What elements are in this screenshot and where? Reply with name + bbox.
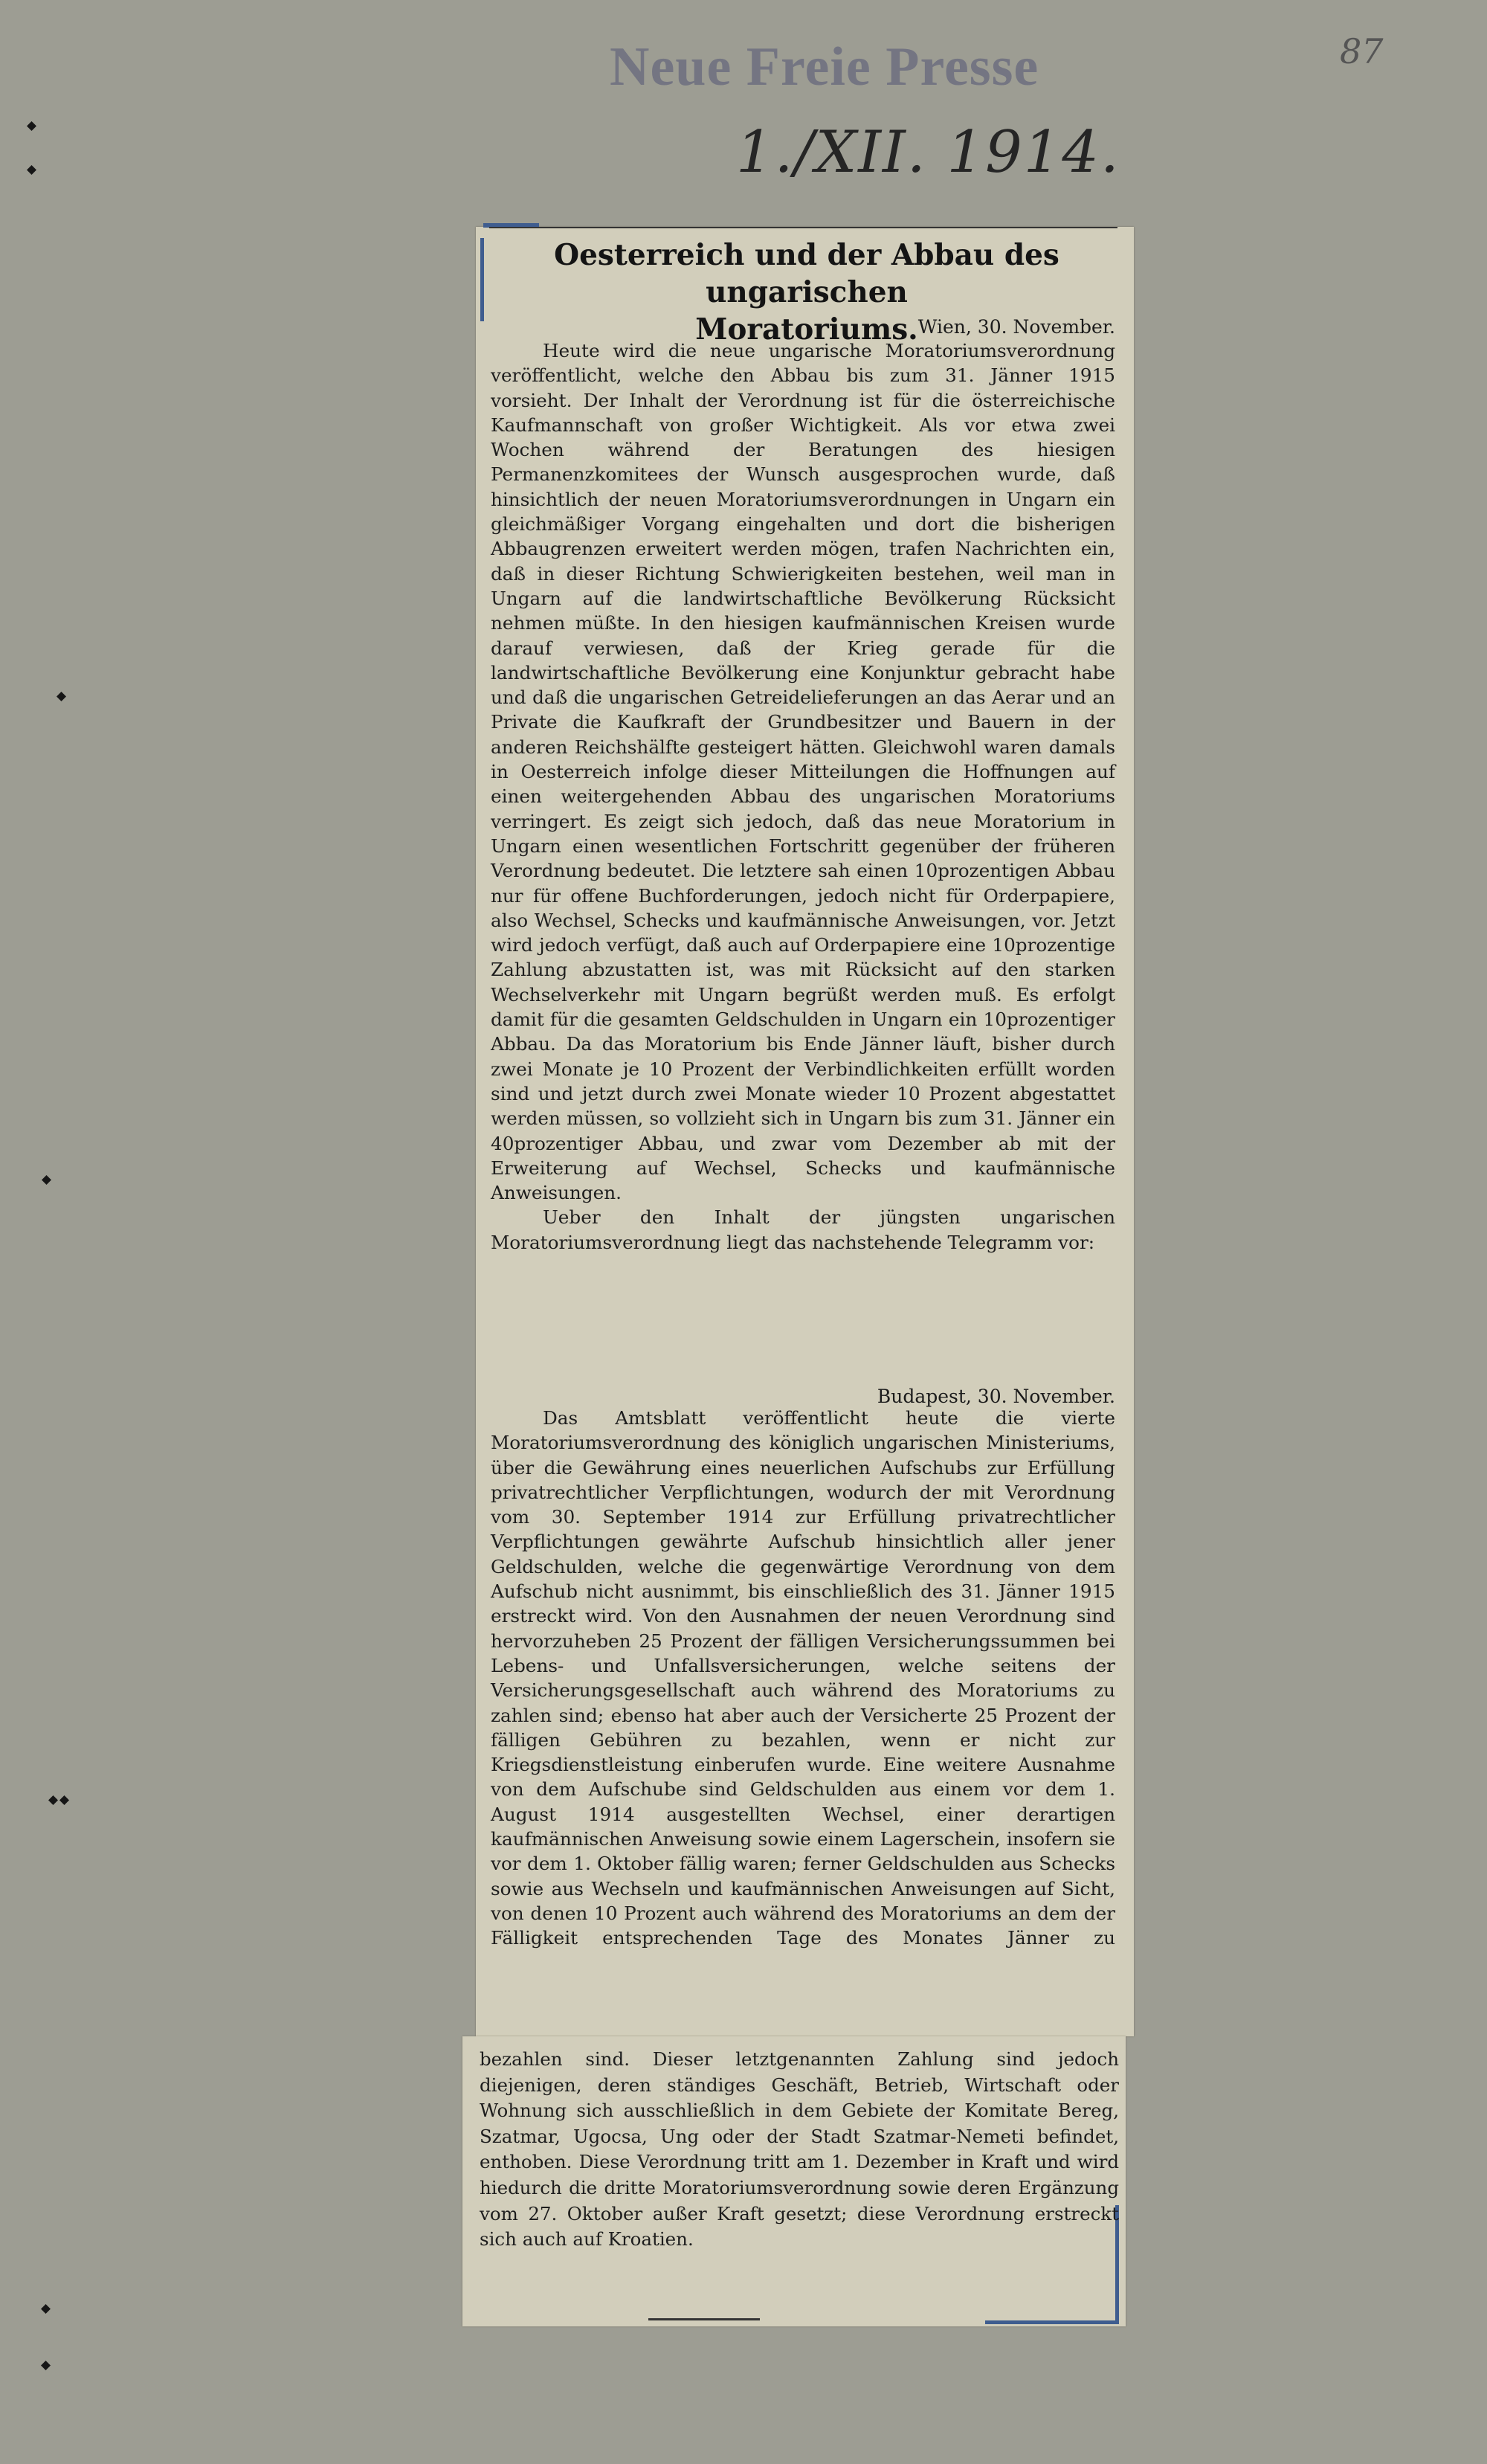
paragraph: bezahlen sind. Dieser letztgenannten Zahlung sind jedoch diejenigen, deren ständiges Geschäft, Betrieb, Wirtschaft oder Wohnung sich ausschließlich in dem Gebiete der Komitate Bereg, Szatmar, Ugocsa, Ung oder der Stadt Szatmar-Nemeti befindet, enthoben. Diese Verordnung tritt am 1. Dezember in Kraft und wird hiedurch die dritte Moratoriumsverordnung sowie deren Ergänzung vom 27. Oktober außer Kraft gesetzt; diese Verordnung erstreckt sich auch auf Kroatien. [480,2048,1119,2251]
punch-hole [41,2361,51,2370]
dateline-vienna: Wien, 30. November. [917,316,1115,338]
headline-line-1: Oesterreich und der Abbau des ungarischen [554,238,1059,309]
divider [489,227,1117,228]
divider [648,2318,760,2320]
punch-hole [48,1795,58,1805]
punch-hole [27,121,36,131]
pen-mark [480,238,484,321]
newspaper-stamp: Neue Freie Presse [610,36,1039,97]
page-number: 87 [1340,31,1384,71]
article-body-part-1 [491,338,1115,1255]
punch-hole [42,1175,51,1185]
punch-hole [59,1795,69,1805]
paragraph: Das Amtsblatt veröffentlicht heute die vierte Moratoriumsverordnung des königlich ungarischen Ministeriums, über die Gewährung eines neuerlichen Aufschubs zur Erfüllung privatrechtlicher Verpflichtungen, wodurch der mit Verordnung vom 30. September 1914 zur Erfüllung privatrechtlicher Verpflichtungen gewährte Aufschub hinsichtlich aller jener Geldschulden, welche die gegenwärtige Verordnung von dem Aufschub nicht ausnimmt, bis einschließlich des 31. Jänner 1915 erstreckt wird. Von den Ausnahmen der neuen Verordnung sind hervorzuheben 25 Prozent der fälligen Versicherungssummen bei Lebens- und Unfallsversicherungen, welche seitens der Versicherungsgesellschaft auch während des Moratoriums zu zahlen sind; ebenso hat aber auch der Versicherte 25 Prozent der fälligen Gebühren zu bezahlen, wenn er nicht zur Kriegsdienstleistung einberufen wurde. Eine weitere Ausnahme von dem Aufschube sind Geldschulden aus einem vor dem 1. August 1914 ausgestellten Wechsel, einer derartigen kaufmännischen Anweisung sowie einem Lagerschein, insofern sie vor dem 1. Oktober fällig waren; ferner Geldschulden aus Schecks sowie aus Wechseln und kaufmännischen Anweisungen auf Sicht, von denen 10 Prozent auch während des Moratoriums an dem der Fälligkeit entsprechenden Tage des Monates Jänner zu [491,1407,1115,1949]
dateline-budapest: Budapest, 30. November. [877,1386,1115,1407]
article-body-part-2 [491,1406,1115,1951]
paragraph: Ueber den Inhalt der jüngsten ungarischen Moratoriumsverordnung liegt das nachstehende Telegramm vor: [491,1206,1115,1253]
handwritten-date: 1./XII. 1914. [736,119,1120,186]
punch-hole [27,165,36,175]
headline-line-2: Moratoriums. [695,312,918,347]
paragraph: Heute wird die neue ungarische Moratoriumsverordnung veröffentlicht, welche den Abbau bis zum 31. Jänner 1915 vorsieht. Der Inhalt der Verordnung ist für die österreichische Kaufmannschaft von großer Wichtigkeit. Als vor etwa zwei Wochen während der Beratungen des hiesigen Permanenzkomitees der Wunsch ausgesprochen wurde, daß hinsichtlich der neuen Moratoriumsverordnungen in Ungarn ein gleichmäßiger Vorgang eingehalten und dort die bisherigen Abbaugrenzen erweitert werden mögen, trafen Nachrichten ein, daß in dieser Richtung Schwierigkeiten bestehen, weil man in Ungarn auf die landwirtschaftliche Bevölkerung Rücksicht nehmen müßte. In den hiesigen kaufmännischen Kreisen wurde darauf verwiesen, daß der Krieg gerade für die landwirtschaftliche Bevölkerung eine Konjunktur gebracht habe und daß die ungarischen Getreidelieferungen an das Aerar und an Private die Kaufkraft der Grundbesitzer und Bauern in der anderen Reichshälfte gesteigert hätten. Gleichwohl waren damals in Oesterreich infolge dieser Mitteilungen die Hoffnungen auf einen weitergehenden Abbau des ungarischen Moratoriums verringert. Es zeigt sich jedoch, daß das neue Moratorium in Ungarn einen wesentlichen Fortschritt gegenüber der früheren Verordnung bedeutet. Die letztere sah einen 10prozentigen Abbau nur für offene Buchforderungen, jedoch nicht für Orderpapiere, also Wechsel, Schecks und kaufmännische Anweisungen, vor. Jetzt wird jedoch verfügt, daß auch auf Orderpapiere eine 10prozentige Zahlung abzustatten ist, was mit Rücksicht auf den starken Wechselverkehr mit Ungarn begrüßt werden muß. Es erfolgt damit für die gesamten Geldschulden in Ungarn ein 10prozentiger Abbau. Da das Moratorium bis Ende Jänner läuft, bisher durch zwei Monate je 10 Prozent der Verbindlichkeiten erfüllt worden sind und jetzt durch zwei Monate wieder 10 Prozent abgestattet werden müssen, so vollzieht sich in Ungarn bis zum 31. Jänner ein 40prozentiger Abbau, und zwar vom Dezember ab mit der Erweiterung auf Wechsel, Schecks und kaufmännische Anweisungen. [491,340,1115,1204]
pen-mark [985,2320,1119,2324]
punch-hole [57,692,66,701]
article-body-continuation [480,2047,1119,2253]
punch-hole [41,2304,51,2314]
